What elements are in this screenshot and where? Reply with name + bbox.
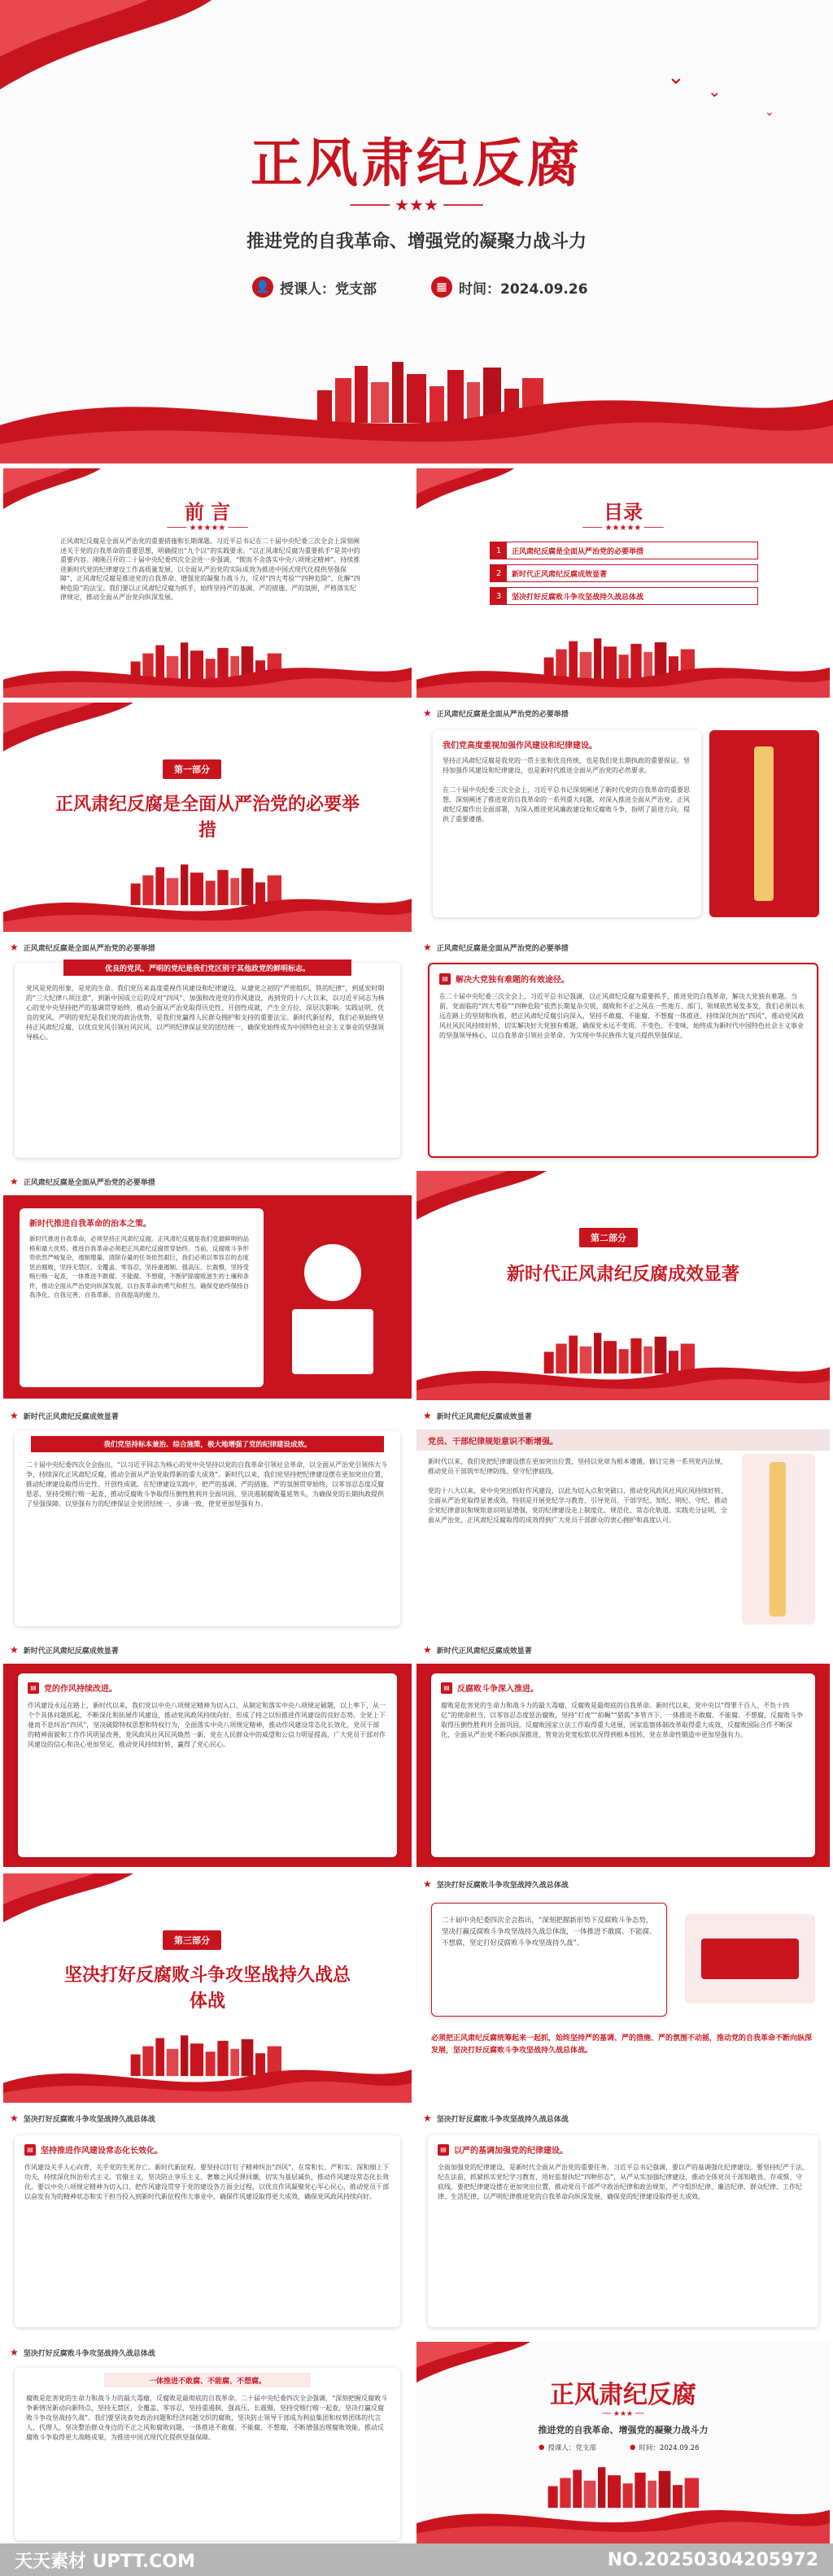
red-flag-decoration bbox=[3, 703, 133, 751]
slide-header-text: 新时代正风肃纪反腐成效显著 bbox=[436, 1647, 532, 1656]
card-body-text: 新时代推进自我革命，必须坚持正风肃纪反腐。正风肃纪反腐是我们党最鲜明的品格和最大优势，推进自我革命必须把正风肃纪反腐贯穿始终。当前，反腐败斗争形势依然严峻复杂，遏制增量、清除存量的任务依然艰巨，我们必须以零容忍的态度惩治腐败，坚持无禁区、全覆盖、零容忍，坚持重遏制、强高压、长震慑，坚持受贿行贿一起查，一体推进不敢腐、不能腐、不想腐，不断铲除腐败滋生的土壤和条件，推动全面从严治党向纵深发展，以自我革命的勇气和担当，确保党始终保持自我净化、自我完善、自我革新、自我提高的能力。 bbox=[29, 1235, 249, 1299]
content-card bbox=[15, 2368, 400, 2540]
toc-item-number: 2 bbox=[491, 565, 507, 581]
content-slide-11 bbox=[3, 1639, 412, 1869]
list-icon: ▤ bbox=[441, 1682, 452, 1694]
content-slide-4 bbox=[416, 703, 830, 932]
content-card bbox=[15, 963, 400, 1158]
content-slide-5 bbox=[3, 937, 412, 1166]
red-wave-decoration bbox=[416, 1354, 830, 1400]
stars-divider: ──── ★★★★★ ──── bbox=[167, 524, 248, 533]
card-banner: 我们党坚持标本兼治、综合施策，极大地增强了党的纪律建设成效。 bbox=[31, 1436, 384, 1452]
cover-subtitle: 推进党的自我革命、增强党的凝聚力战斗力 bbox=[246, 232, 587, 252]
card-heading bbox=[441, 1682, 539, 1694]
list-icon: ▤ bbox=[439, 973, 451, 985]
watermark-bar bbox=[0, 2543, 833, 2576]
slide-header bbox=[416, 1639, 830, 1660]
part-badge: 第二部分 bbox=[579, 1228, 638, 1247]
toc-item-number: 1 bbox=[491, 542, 507, 559]
toc-list bbox=[490, 542, 758, 605]
star-icon: ★ bbox=[10, 2347, 19, 2358]
star-icon: ★ bbox=[10, 1410, 19, 1421]
toc-item-label: 正风肃纪反腐是全面从严治党的必要举措 bbox=[512, 547, 644, 556]
slide-header bbox=[3, 2342, 412, 2363]
slide-header-text: 坚决打好反腐败斗争攻坚战持久战总体战 bbox=[436, 1881, 569, 1890]
pillar-image bbox=[742, 1454, 815, 1625]
red-wave-decoration bbox=[416, 2496, 830, 2543]
slide-header-text: 新时代正风肃纪反腐成效显著 bbox=[23, 1647, 119, 1656]
toc-title: 目录 bbox=[604, 501, 643, 524]
meeting-image bbox=[685, 1914, 815, 2004]
red-wave-decoration bbox=[3, 655, 412, 698]
toc-item[interactable] bbox=[490, 587, 758, 605]
card-heading-text: 反腐败斗争深入推进。 bbox=[457, 1685, 539, 1694]
toc-item-number: 3 bbox=[491, 588, 507, 604]
star-icon: ★ bbox=[423, 942, 432, 953]
card-banner: 优良的党风、严明的党纪是我们党区别于其他政党的鲜明标志。 bbox=[63, 959, 351, 976]
star-icon: ★ bbox=[423, 2113, 432, 2124]
slide-header-text: 正风肃纪反腐是全面从严治党的必要举措 bbox=[436, 944, 569, 953]
part-badge: 第三部分 bbox=[163, 1930, 221, 1950]
part-title: 新时代正风肃纪反腐成效显著 bbox=[506, 1264, 739, 1285]
content-slide-9 bbox=[3, 1405, 412, 1634]
foreword-title: 前 言 bbox=[184, 501, 231, 524]
end-time bbox=[630, 2443, 700, 2452]
content-card bbox=[15, 1431, 400, 1626]
content-slide-15 bbox=[3, 2108, 412, 2337]
slide-header-text: 坚决打好反腐败斗争攻坚战持久战总体战 bbox=[23, 2349, 155, 2358]
toc-item[interactable] bbox=[490, 542, 758, 559]
person-icon: 👤 bbox=[252, 276, 273, 298]
content-card bbox=[428, 2135, 818, 2327]
list-icon: ▤ bbox=[28, 1682, 39, 1694]
star-icon: ★ bbox=[423, 1410, 432, 1421]
card-heading-text: 坚持推进作风建设常态化长效化。 bbox=[41, 2147, 163, 2156]
bird-icon: ⌄ bbox=[708, 81, 722, 101]
speaker-label: 授课人：党支部 bbox=[280, 281, 377, 298]
slide-header bbox=[3, 937, 412, 958]
card-body-text: 全面加强党的纪律建设，是新时代全面从严治党的重要任务。习近平总书记强调，要以严的基调强化纪律建设。要坚持纪严于法、纪在法前，抓紧抓实党纪学习教育，用好监督执纪“四种形态”，从严从实加强纪律建设，推动全体党员干部知敬畏、存戒惧、守底线。要把纪律建设摆在更加突出位置，推动党员干部严守政治纪律和政治规矩，严守组织纪律、廉洁纪律、群众纪律、工作纪律、生活纪律，以严明纪律推进党的自我革命向纵深发展，确保党的纪律建设取得更大成效。 bbox=[438, 2164, 809, 2200]
star-icon: ★ bbox=[423, 1644, 432, 1656]
card-banner: 一体推进不敢腐、不能腐、不想腐。 bbox=[104, 2373, 311, 2387]
foreword-slide bbox=[3, 468, 412, 698]
card-heading-text: 党员、干部纪律规矩意识不断增强。 bbox=[428, 1437, 558, 1447]
card-body-text: 作风建设永远在路上，新时代以来，我们党以中央八项规定精神为切入口，从制定和落实中央八项规定破题，以上率下，从一个个具体问题抓起，不断深化和拓展作风建设，推动党风政风持续向好，形成了持之以恒推进作风建设的良好态势。全党上下驰而不息纠治“四风”，坚决破除特权思想和特权行为，全面落实中央八项规定精神，推动作风建设常态化长效化，党员干部的精神面貌和工作作风明显改善，党风政风社风民风焕然一新，党在人民群众中的威望和公信力明显提高，广大党员干部对作风建设的信心和决心更加坚定，推动党风持续好转，赢得了党心民心。 bbox=[28, 1702, 386, 1748]
star-icon: ★ bbox=[423, 1878, 432, 1890]
end-speaker bbox=[539, 2443, 596, 2452]
foreword-text: 正风肃纪反腐是全面从严治党的重要措施和长期课题。习近平总书记在二十届中央纪委三次全会上深刻阐述关于党的自我革命的重要思想，明确提出“九个以”的实践要求。“以正风肃纪反腐为重要抓手”是其中的重要内容。刚刚召开的二十届中央纪委四次全会进一步强调，“锲而不舍落实中央八项规定精神”。持续推进新时代党的纪律建设工作高质量发展，以全面从严治党的实际成效为推进中国式现代化提供坚强保障”，正风肃纪反腐是推进党的自我革命、增强党的凝聚力战斗力，反对“四大考验”“四种危险”，化解“四种危险”的法宝。我们要以正风肃纪反腐为抓手，始终坚持严的基调、严的措施、严的氛围，严格落实纪律规定，推动全面从严治党向纵深发展。 bbox=[60, 537, 360, 601]
cover-slide bbox=[0, 0, 833, 463]
huabiao-icon bbox=[770, 1462, 786, 1617]
watermark-right: NO.20250304205972 bbox=[607, 2549, 818, 2570]
part1-slide bbox=[3, 703, 412, 932]
quote-card bbox=[431, 1903, 667, 2017]
content-slide-6 bbox=[416, 937, 830, 1166]
slide-header bbox=[3, 1171, 412, 1192]
card-body-text: 腐败是危害党的生命力和战斗力的最大毒瘤，反腐败是最彻底的自我革命。新时代以来，党中央以“得罪千百人、不负十四亿”的使命担当，以零容忍态度惩治腐败，坚持“打虎”“拍蝇”“猎狐”多管齐下，一体推进不敢腐、不能腐、不想腐，反腐败斗争取得压倒性胜利并全面巩固。反腐败国家立法工作取得重大进展，国家监察体制改革取得重大成效，反腐败国际合作不断深化，全面从严治党不断向纵深推进，管党治党宽松软状况得到根本扭转，党在革命性锻造中更加坚强有力。 bbox=[441, 1702, 804, 1738]
end-time-label: 时间：2024.09.26 bbox=[639, 2444, 700, 2452]
card-body-text: 新时代以来，我们党把纪律建设摆在更加突出位置，坚持以党章为根本遵循，修订完善一系列党内法规，推动党员干部筑牢纪律防线、坚守纪律底线。 党的十八大以来，党中央突出抓好作风建设，以此为切入点和突破口，推动党风政风社风民风持续好转，全面从严治党取得显著成效。特别是开展党纪学习教育，引导党员、干部学纪、知纪、明纪、守纪，推动全党纪律意识和规矩意识明显增强，党的纪律建设走上制度化、规范化、常态化轨道。实践充分证明，全面从严治党、正风肃纪反腐取得的成效得到广大党员干部群众的衷心拥护和高度认可。 bbox=[428, 1458, 727, 1524]
stars-divider: ──── ★★★ ──── bbox=[350, 195, 483, 215]
slide-header-text: 正风肃纪反腐是全面从严治党的必要举措 bbox=[436, 710, 569, 719]
slide-header bbox=[416, 703, 830, 724]
end-speaker-label: 授课人：党支部 bbox=[547, 2444, 596, 2452]
stars-divider: ──── ★★★★★ ──── bbox=[582, 524, 664, 533]
watermark-left: 天天素材 UPTT.COM bbox=[15, 2551, 195, 2572]
end-subtitle: 推进党的自我革命、增强党的凝聚力战斗力 bbox=[538, 2425, 709, 2435]
slide-header-text: 正风肃纪反腐是全面从严治党的必要举措 bbox=[23, 944, 155, 953]
card-heading bbox=[28, 1682, 117, 1694]
quote-text: 二十届中央纪委四次全会指出，“深刻把握新形势下反腐败斗争态势，坚决打赢反腐败斗争攻坚战持久战总体战，一体推进不敢腐、不能腐、不想腐，坚定打好反腐败斗争攻坚战持久战”。 bbox=[442, 1917, 656, 1947]
content-card bbox=[18, 1673, 397, 1857]
part-badge: 第一部分 bbox=[163, 759, 221, 779]
speaker-info bbox=[252, 276, 377, 298]
slide-header bbox=[3, 1405, 412, 1426]
card-body-text: 坚持正风肃纪反腐是我党的一贯主张和优良传统，也是我们党长期执政的重要保证。坚持加强作风建设和纪律建设，也是新时代推进全面从严治党的必然要求。 在二十届中央纪委三次全会上，习近平总书记深刻阐述了新时代党的自我革命的重要思想，深刻阐述了推进党的自我革命的一系列重大问题，对深入推进全面从严治党、正风肃纪反腐作出全面部署，为深入推进党风廉政建设和反腐败斗争，指明了前进方向，提供了重要遵循。 bbox=[443, 757, 690, 823]
card-heading bbox=[443, 738, 597, 751]
star-icon: ★ bbox=[10, 942, 19, 953]
red-wave-decoration bbox=[0, 374, 833, 463]
emphasis-text: 必须把正风肃纪反腐统筹起来一起抓，始终坚持严的基调、严的措施、严的氛围不动摇，推动党的自我革命不断向纵深发展，坚决打好反腐败斗争攻坚战持久战总体战。 bbox=[431, 2034, 813, 2055]
slide-header-text: 正风肃纪反腐是全面从严治党的必要举措 bbox=[23, 1178, 155, 1187]
content-card bbox=[428, 963, 818, 1158]
star-icon: ★ bbox=[10, 1644, 19, 1656]
list-icon: ▤ bbox=[24, 2144, 36, 2156]
card-body-text: 在二十届中央纪委三次全会上，习近平总书记强调，以正风肃纪反腐为重要抓手，推进党的自我革命，解决大党独有难题。当前，党面临的“四大考验”“四种危险”依然长期复杂尖锐，腐败和不正之风在一些地方、部门、领域依然易发多发，我们必须以永远在路上的坚韧和执着，把正风肃纪反腐引向深入，坚持不敢腐、不能腐、不想腐一体推进，持续深化纠治“四风”，推动党风政风社风民风持续好转，切实解决好大党独有难题，确保党永远不变质、不变色、不变味，始终成为新时代中国特色社会主义事业的坚强领导核心，以自我革命引领社会革命，为实现中华民族伟大复兴提供坚强保证。 bbox=[439, 993, 805, 1039]
card-body-text: 腐败是危害党的生命力和战斗力的最大毒瘤，反腐败是最彻底的自我革命。二十届中央纪委四次全会强调，“深刻把握反腐败斗争新情况新动向新特点，坚持无禁区、全覆盖、零容忍，坚持重遏制、强高压、长震慑，坚持受贿行贿一起查，坚决打赢反腐败斗争攻坚战持久战”。我们要坚决查处政治问题和经济问题交织的腐败，坚决防止领导干部成为利益集团和权势团体的代言人、代理人，坚决整治群众身边的不正之风和腐败问题，一体推进不敢腐、不能腐、不想腐，不断增强治理腐败效能，推动反腐败斗争取得更大战略成果，为推进中国式现代化提供坚强保障。 bbox=[26, 2395, 388, 2441]
content-slide-12 bbox=[416, 1639, 830, 1869]
red-wave-decoration bbox=[3, 2056, 412, 2103]
person-icon: ● bbox=[539, 2443, 545, 2452]
card-heading bbox=[438, 2143, 568, 2156]
red-flag-decoration bbox=[3, 1873, 133, 1922]
content-card bbox=[433, 730, 701, 917]
list-icon: ▤ bbox=[438, 2144, 449, 2156]
content-slide-14 bbox=[416, 1873, 830, 2103]
slide-header bbox=[416, 2108, 830, 2129]
heading-strip bbox=[416, 1429, 830, 1451]
red-panel bbox=[3, 1195, 412, 1399]
slide-header-text: 坚决打好反腐败斗争攻坚战持久战总体战 bbox=[23, 2115, 155, 2124]
slide-header bbox=[3, 2108, 412, 2129]
calendar-icon: ● bbox=[630, 2443, 636, 2452]
bird-icon: ⌄ bbox=[667, 65, 685, 89]
slide-header-text: 坚决打好反腐败斗争攻坚战持久战总体战 bbox=[436, 2115, 569, 2124]
part-title: 坚决打好反腐败斗争攻坚战持久战总体战 bbox=[63, 1965, 351, 2012]
red-panel bbox=[3, 1664, 412, 1867]
part3-slide bbox=[3, 1873, 412, 2103]
card-heading-text: 我们党高度重视加强作风建设和纪律建设。 bbox=[443, 742, 597, 751]
slide-header-text: 新时代正风肃纪反腐成效显著 bbox=[436, 1412, 532, 1421]
toc-slide bbox=[416, 468, 830, 698]
part2-slide bbox=[416, 1171, 830, 1400]
time-info bbox=[431, 276, 588, 298]
slide-header bbox=[3, 1639, 412, 1660]
content-slide-17 bbox=[3, 2342, 412, 2543]
slide-header-text: 新时代正风肃纪反腐成效显著 bbox=[23, 1412, 119, 1421]
part-title: 正风肃纪反腐是全面从严治党的必要举措 bbox=[55, 794, 360, 841]
bird-icon: ⌄ bbox=[765, 106, 774, 119]
toc-item-label: 坚决打好反腐败斗争攻坚战持久战总体战 bbox=[512, 593, 644, 602]
card-heading-text: 党的作风持续改进。 bbox=[44, 1685, 117, 1694]
content-card bbox=[431, 1673, 815, 1857]
content-slide-16 bbox=[416, 2108, 830, 2337]
pillar-image bbox=[709, 730, 819, 917]
content-slide-10 bbox=[416, 1405, 830, 1634]
red-flag-decoration bbox=[416, 1171, 547, 1220]
end-slide bbox=[416, 2342, 830, 2543]
time-label: 时间：2024.09.26 bbox=[459, 281, 588, 298]
huabiao-icon bbox=[754, 746, 774, 901]
toc-item-label: 新时代正风肃纪反腐成效显著 bbox=[512, 570, 608, 579]
card-heading-text: 解决大党独有难题的有效途径。 bbox=[456, 976, 569, 985]
card-body-text: 作风建设关乎人心向背，关乎党的生死存亡。新时代新征程，要坚持以钉钉子精神纠治“四风”，在常和长、严和实、深和细上下功夫，持续深化纠治形式主义、官僚主义，坚决防止享乐主义、奢靡之风反弹回潮，切实为基层减负，推动作风建设常态化长效化。要以中央八项规定精神为切入口，把作风建设贯穿于党的建设各方面全过程，以优良作风凝聚党心军心民心，推动党员干部以奋发有为的精神状态和实干担当投入到新时代新征程伟大事业中，确保作风建设取得更大成效，确保党风政风持续向好。 bbox=[24, 2164, 390, 2200]
card-heading-text: 以严的基调加强党的纪律建设。 bbox=[454, 2147, 568, 2156]
slide-header bbox=[416, 1873, 830, 1895]
slide-header bbox=[416, 937, 830, 958]
cover-title: 正风肃纪反腐 bbox=[251, 134, 582, 194]
podium-icon bbox=[292, 1309, 373, 1374]
card-body-text: 二十届中央纪委四次全会指出，“以习近平同志为核心的党中央坚持以党的自我革命引领社会革命，以全面从严治党引领伟大斗争，持续深化正风肃纪反腐，推动全面从严治党取得新的重大成效”。新时代以来，我们党坚持把纪律建设摆在更加突出位置，推动纪律建设取得历史性、开创性成就。在纪律建设实践中，把严的基调、严的措施、严的氛围贯穿始终，以零容忍态度反腐惩恶，坚持受贿行贿一起查，推动反腐败斗争取得压倒性胜利并全面巩固，坚决遏制腐败蔓延势头，为确保党的长期执政提供了坚强保障。以坚强有力的纪律保证全党团结统一、步调一致，使党更加坚强有力。 bbox=[26, 1461, 388, 1508]
red-wave-decoration bbox=[3, 886, 412, 932]
slide-header bbox=[416, 1405, 830, 1426]
card-heading bbox=[29, 1216, 151, 1229]
toc-item[interactable] bbox=[490, 564, 758, 582]
content-slide-7 bbox=[3, 1171, 412, 1400]
card-heading bbox=[24, 2143, 163, 2156]
red-wave-decoration bbox=[416, 655, 830, 698]
speaker-icon bbox=[304, 1244, 361, 1301]
content-card bbox=[15, 2135, 400, 2327]
meeting-icon bbox=[701, 1939, 799, 1979]
card-heading-text: 新时代推进自我革命的治本之策。 bbox=[29, 1220, 151, 1229]
red-flag-decoration bbox=[0, 0, 212, 89]
calendar-icon: ▦ bbox=[431, 276, 452, 298]
red-panel bbox=[416, 1664, 830, 1867]
star-icon: ★ bbox=[10, 2113, 19, 2124]
stars-divider: ── ★★★ ── bbox=[602, 2410, 644, 2418]
content-card bbox=[20, 1208, 264, 1387]
star-icon: ★ bbox=[423, 707, 432, 719]
card-body-text: 党风是党的形象，是党的生命。我们党历来高度重视作风建设和纪律建设。从建党之初的“严密组织、铁的纪律”，到延安时期的“三大纪律八项注意”，到新中国成立后的反对“四风”、加强和改进党的作风建设，再到党的十八大以来，以习近平同志为核心的党中央坚持把严的基调贯穿始终，推动全面从严治党取得历史性、开创性成就，产生全方位、深层次影响。实践证明，优良的党风、严明的党纪是我们党的政治优势，是我们党赢得人民群众拥护和支持的重要法宝。新时代新征程，我们必须始终坚持正风肃纪反腐，以优良党风引领社风民风，以严明纪律保证党的团结统一，确保党始终成为中国特色社会主义事业的坚强领导核心。 bbox=[26, 985, 385, 1041]
end-title: 正风肃纪反腐 bbox=[550, 2381, 696, 2409]
card-heading bbox=[439, 973, 569, 985]
star-icon: ★ bbox=[10, 1176, 19, 1187]
